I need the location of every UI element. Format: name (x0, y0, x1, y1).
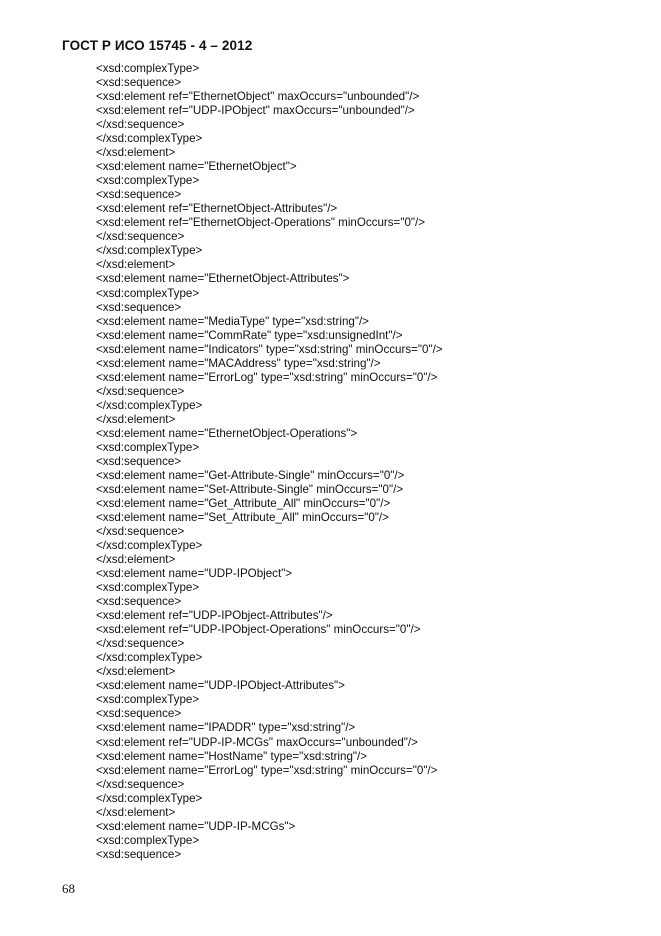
code-line: </xsd:element> (96, 805, 176, 819)
code-line: </xsd:complexType> (96, 791, 203, 805)
code-line: <xsd:element name="UDP-IPObject-Attributes"> (96, 679, 345, 693)
code-line: </xsd:complexType> (96, 539, 203, 553)
code-line: <xsd:complexType> (96, 693, 200, 707)
code-line: <xsd:element name="EthernetObject"> (96, 160, 297, 174)
code-line: <xsd:element ref="EthernetObject-Operations" minOccurs="0"/> (96, 216, 426, 230)
code-line: <xsd:sequence> (96, 76, 182, 90)
code-line: <xsd:element name="Indicators" type="xsd:string" minOccurs="0"/> (96, 342, 443, 356)
code-line: </xsd:sequence> (96, 637, 185, 651)
code-line: <xsd:element ref="EthernetObject-Attributes"/> (96, 202, 338, 216)
code-line: <xsd:element name="EthernetObject-Operations"> (96, 426, 358, 440)
code-line: <xsd:complexType> (96, 440, 200, 454)
code-line: <xsd:element name="MediaType" type="xsd:string"/> (96, 314, 369, 328)
code-line: <xsd:sequence> (96, 707, 182, 721)
code-line: </xsd:sequence> (96, 230, 185, 244)
code-line: <xsd:complexType> (96, 286, 200, 300)
code-line: <xsd:element name="ErrorLog" type="xsd:string" minOccurs="0"/> (96, 763, 438, 777)
code-line: </xsd:sequence> (96, 384, 185, 398)
code-line: <xsd:sequence> (96, 595, 182, 609)
code-line: <xsd:element name="HostName" type="xsd:string"/> (96, 749, 368, 763)
code-line: <xsd:element name="EthernetObject-Attributes"> (96, 272, 350, 286)
code-line: <xsd:complexType> (96, 833, 200, 847)
code-line: <xsd:element name="Get_Attribute_All" minOccurs="0"/> (96, 496, 391, 510)
code-line: <xsd:element name="IPADDR" type="xsd:string"/> (96, 721, 356, 735)
code-line: <xsd:element name="MACAddress" type="xsd:string"/> (96, 356, 381, 370)
code-line: </xsd:complexType> (96, 244, 203, 258)
code-line: </xsd:element> (96, 665, 176, 679)
code-line: </xsd:element> (96, 553, 176, 567)
code-line: <xsd:element name="CommRate" type="xsd:unsignedInt"/> (96, 328, 403, 342)
code-line: </xsd:complexType> (96, 651, 203, 665)
code-line: </xsd:sequence> (96, 118, 185, 132)
code-line: <xsd:element ref="EthernetObject" maxOccurs="unbounded"/> (96, 90, 420, 104)
code-line: </xsd:sequence> (96, 525, 185, 539)
code-line: <xsd:element name="Set_Attribute_All" minOccurs="0"/> (96, 511, 389, 524)
code-line: </xsd:element> (96, 146, 176, 160)
document-header: ГОСТ Р ИСО 15745 - 4 – 2012 (62, 38, 253, 53)
code-line: <xsd:element ref="UDP-IPObject" maxOccurs="unbounded"/> (96, 104, 415, 118)
code-line: </xsd:sequence> (96, 777, 185, 791)
code-line: </xsd:complexType> (96, 132, 203, 146)
code-line: <xsd:sequence> (96, 300, 182, 314)
code-line: <xsd:element name="Get-Attribute-Single" minOccurs="0"/> (96, 468, 405, 482)
code-line: <xsd:element ref="UDP-IP-MCGs" maxOccurs="unbounded"/> (96, 735, 418, 749)
page-number: 68 (62, 881, 75, 896)
code-line: </xsd:element> (96, 258, 176, 272)
code-line: <xsd:sequence> (96, 454, 182, 468)
code-line: </xsd:element> (96, 412, 176, 426)
code-line: <xsd:element name="UDP-IPObject"> (96, 567, 293, 581)
code-line: <xsd:sequence> (96, 847, 182, 861)
code-line: <xsd:complexType> (96, 581, 200, 595)
code-line: <xsd:complexType> (96, 174, 200, 188)
code-line: <xsd:element ref="UDP-IPObject-Operations" minOccurs="0"/> (96, 623, 421, 637)
code-line: <xsd:sequence> (96, 188, 182, 202)
code-line: <xsd:element ref="UDP-IPObject-Attributes"/> (96, 609, 333, 623)
code-line: </xsd:complexType> (96, 398, 203, 412)
code-line: <xsd:element name="UDP-IP-MCGs"> (96, 819, 296, 833)
code-line: <xsd:complexType> (96, 62, 200, 75)
code-line: <xsd:element name="Set-Attribute-Single" minOccurs="0"/> (96, 482, 404, 496)
code-line: <xsd:element name="ErrorLog" type="xsd:string" minOccurs="0"/> (96, 370, 438, 384)
xsd-code-listing (96, 62, 443, 862)
